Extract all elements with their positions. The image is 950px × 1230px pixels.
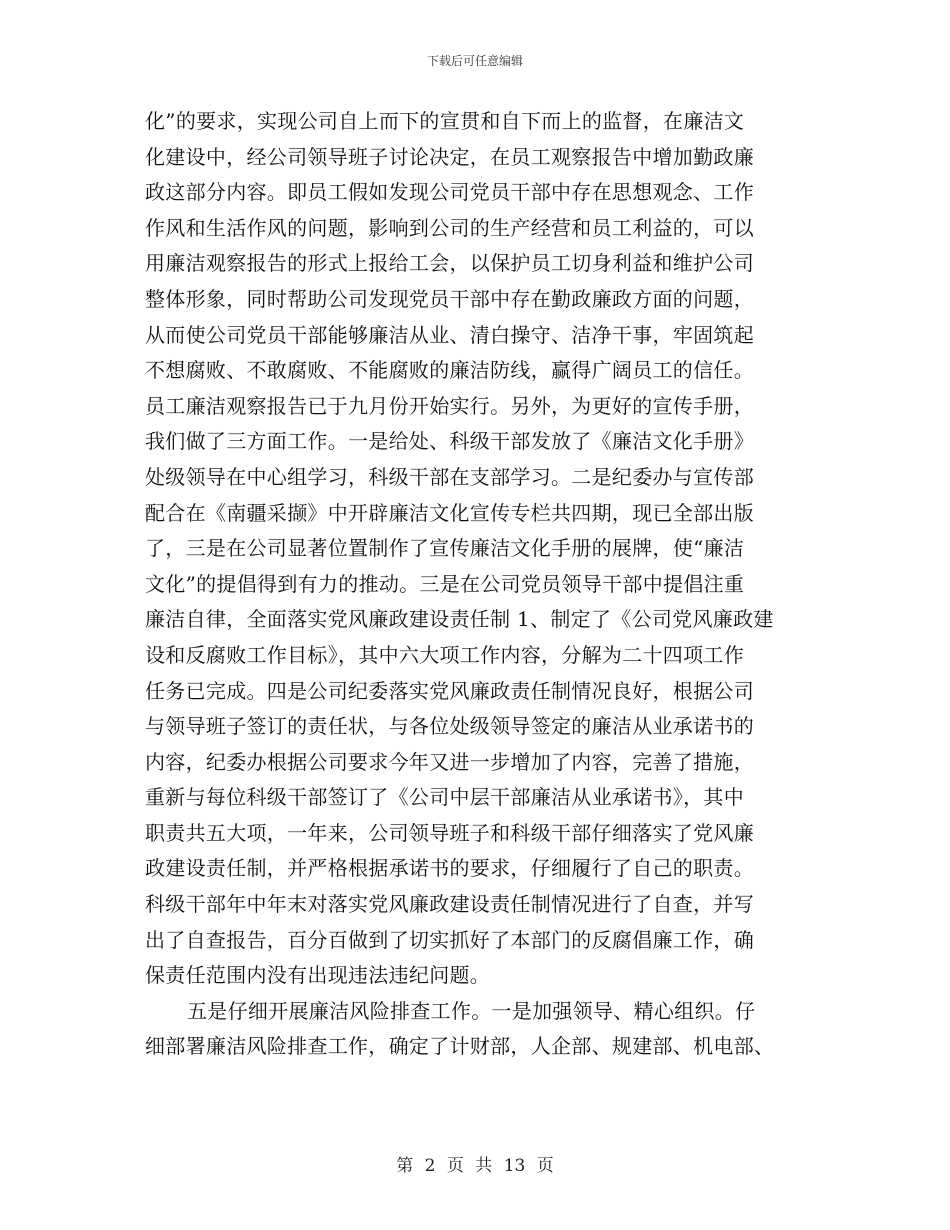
text-line: 化建设中，经公司领导班子讨论决定，在员工观察报告中增加勤政廉 (145, 144, 754, 169)
text-line: 了，三是在公司显著位置制作了宣传廉洁文化手册的展牌，使“廉洁 (145, 536, 745, 561)
text-line: 政这部分内容。即员工假如发现公司党员干部中存在思想观念、工作 (145, 180, 754, 205)
text-line: 细部署廉洁风险排查工作，确定了计财部，人企部、规建部、机电部、 (145, 1034, 775, 1059)
text-line: 处级领导在中心组学习，科级干部在支部学习。二是纪委办与宣传部 (145, 464, 754, 489)
text-line: 作风和生活作风的问题，影响到公司的生产经营和员工利益的，可以 (145, 215, 754, 240)
text-line: 化”的要求，实现公司自上而下的宣贯和自下而上的监督，在廉洁文 (145, 109, 745, 133)
text-line: 职责共五大项，一年来，公司领导班子和科级干部仔细落实了党风廉 (145, 820, 754, 845)
text-line: 内容，纪委办根据公司要求今年又进一步增加了内容，完善了措施， (145, 749, 754, 774)
text-line: 不想腐败、不敢腐败、不能腐败的廉洁防线，赢得广阔员工的信任。 (145, 358, 754, 383)
body-text (145, 104, 810, 1065)
text-line: 重新与每位科级干部签订了《公司中层干部廉洁从业承诺书》，其中 (145, 785, 744, 810)
text-line: 员工廉洁观察报告已于九月份开始实行。另外，为更好的宣传手册， (145, 393, 754, 418)
text-line: 配合在《南疆采撷》中开辟廉洁文化宣传专栏共四期，现已全部出版 (145, 500, 754, 525)
text-line: 与领导班子签订的责任状，与各位处级领导签定的廉洁从业承诺书的 (145, 714, 754, 739)
text-line: 政建设责任制，并严格根据承诺书的要求，仔细履行了自己的职责。 (145, 856, 754, 881)
text-line: 我们做了三方面工作。一是给处、科级干部发放了《廉洁文化手册》 (145, 429, 754, 454)
page-footer: 第 2 页 共 13 页 (396, 1156, 554, 1176)
page-header: 下载后可任意编辑 (426, 54, 523, 68)
text-line: 设和反腐败工作目标》，其中六大项工作内容，分解为二十四项工作 (145, 642, 744, 667)
text-line: 出了自查报告，百分百做到了切实抓好了本部门的反腐倡廉工作，确 (145, 927, 754, 952)
text-line: 任务已完成。四是公司纪委落实党风廉政责任制情况良好，根据公司 (145, 678, 754, 703)
text-line: 从而使公司党员干部能够廉洁从业、清白操守、洁净干事，牢固筑起 (145, 322, 754, 347)
text-line: 保责任范围内没有出现违法违纪问题。 (145, 963, 491, 988)
text-line: 整体形象，同时帮助公司发现党员干部中存在勤政廉政方面的问题， (145, 286, 754, 311)
paragraph-start-line: 五是仔细开展廉洁风险排查工作。一是加强领导、精心组织。仔 (187, 998, 756, 1023)
text-line: 廉洁自律，全面落实党风廉政建设责任制 1、制定了《公司党风廉政建 (145, 607, 774, 632)
text-line: 用廉洁观察报告的形式上报给工会，以保护员工切身利益和维护公司 (145, 251, 754, 276)
text-line: 科级干部年中年末对落实党风廉政建设责任制情况进行了自查，并写 (145, 892, 754, 917)
text-line: 文化”的提倡得到有力的推动。三是在公司党员领导干部中提倡注重 (145, 571, 745, 596)
